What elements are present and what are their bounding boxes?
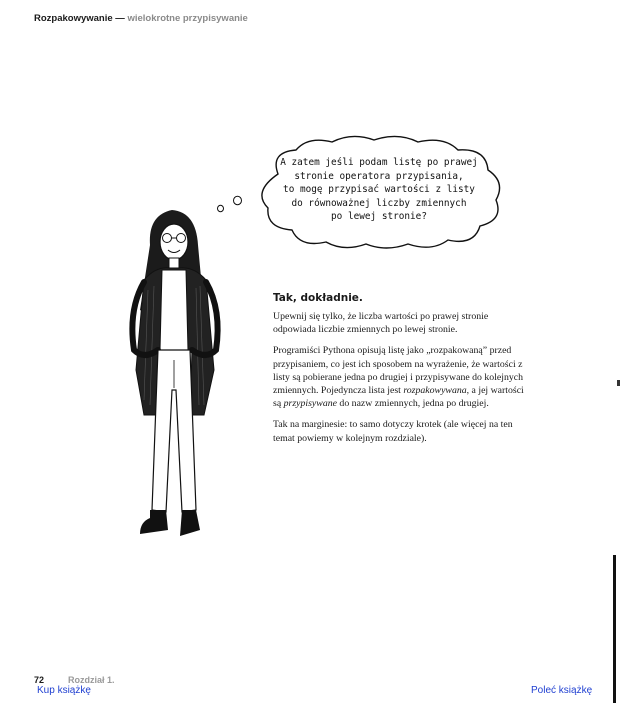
paragraph-2-emphasis-1: rozpakowywana — [403, 385, 467, 397]
running-header — [34, 13, 248, 24]
answer-body — [273, 310, 525, 453]
paragraph-2 — [273, 344, 525, 410]
answer-title: Tak, dokładnie. — [273, 292, 363, 304]
page-number: 72 — [34, 675, 45, 685]
thought-dot-small — [216, 204, 225, 213]
header-title: Rozpakowywanie — [34, 13, 113, 24]
header-subtitle: wielokrotne przypisywanie — [127, 13, 248, 24]
bubble-line: po lewej stronie? — [331, 211, 427, 222]
thought-dot-large — [232, 195, 243, 206]
bubble-line: to mogę przypisać wartości z listy — [283, 184, 475, 195]
paragraph-1: Upewnij się tylko, że liczba wartości po prawej stronie odpowiada liczbie zmiennych po lewej stronie. — [273, 311, 489, 336]
margin-tick — [617, 380, 620, 386]
paragraph-2-middle: , a jej wartości są — [273, 385, 524, 410]
margin-bar — [613, 555, 616, 703]
paragraph-2-emphasis-2: przypisywane — [283, 398, 337, 410]
thought-bubble-text — [272, 156, 486, 224]
paragraph-3: Tak na marginesie: to samo dotyczy krotek (ale więcej na ten temat powiemy w kolejnym rozdziale). — [273, 419, 513, 444]
bubble-line: A zatem jeśli podam listę po prawej — [280, 157, 478, 168]
header-separator: — — [112, 13, 128, 24]
woman-illustration — [100, 200, 240, 550]
bubble-line: do równoważnej liczby zmiennych — [291, 197, 467, 209]
buy-book-link[interactable]: Kup książkę — [37, 685, 91, 696]
bubble-line: stronie operatora przypisania, — [294, 170, 464, 182]
paragraph-2-end: do nazw zmiennych, jedna po drugiej. — [336, 398, 489, 410]
chapter-label: Rozdział 1. — [68, 675, 115, 685]
paragraph-2-start: Programiści Pythona opisują listę jako „rozpakowaną” przed przypisaniem, co jest ich sposobem na wyrażenie, że wartości z listy są pobierane jedna po drugiej i przypisywane do kolejnych zmiennych. Pojedyncza lista jest — [273, 345, 524, 397]
recommend-book-link[interactable]: Poleć książkę — [531, 685, 593, 696]
